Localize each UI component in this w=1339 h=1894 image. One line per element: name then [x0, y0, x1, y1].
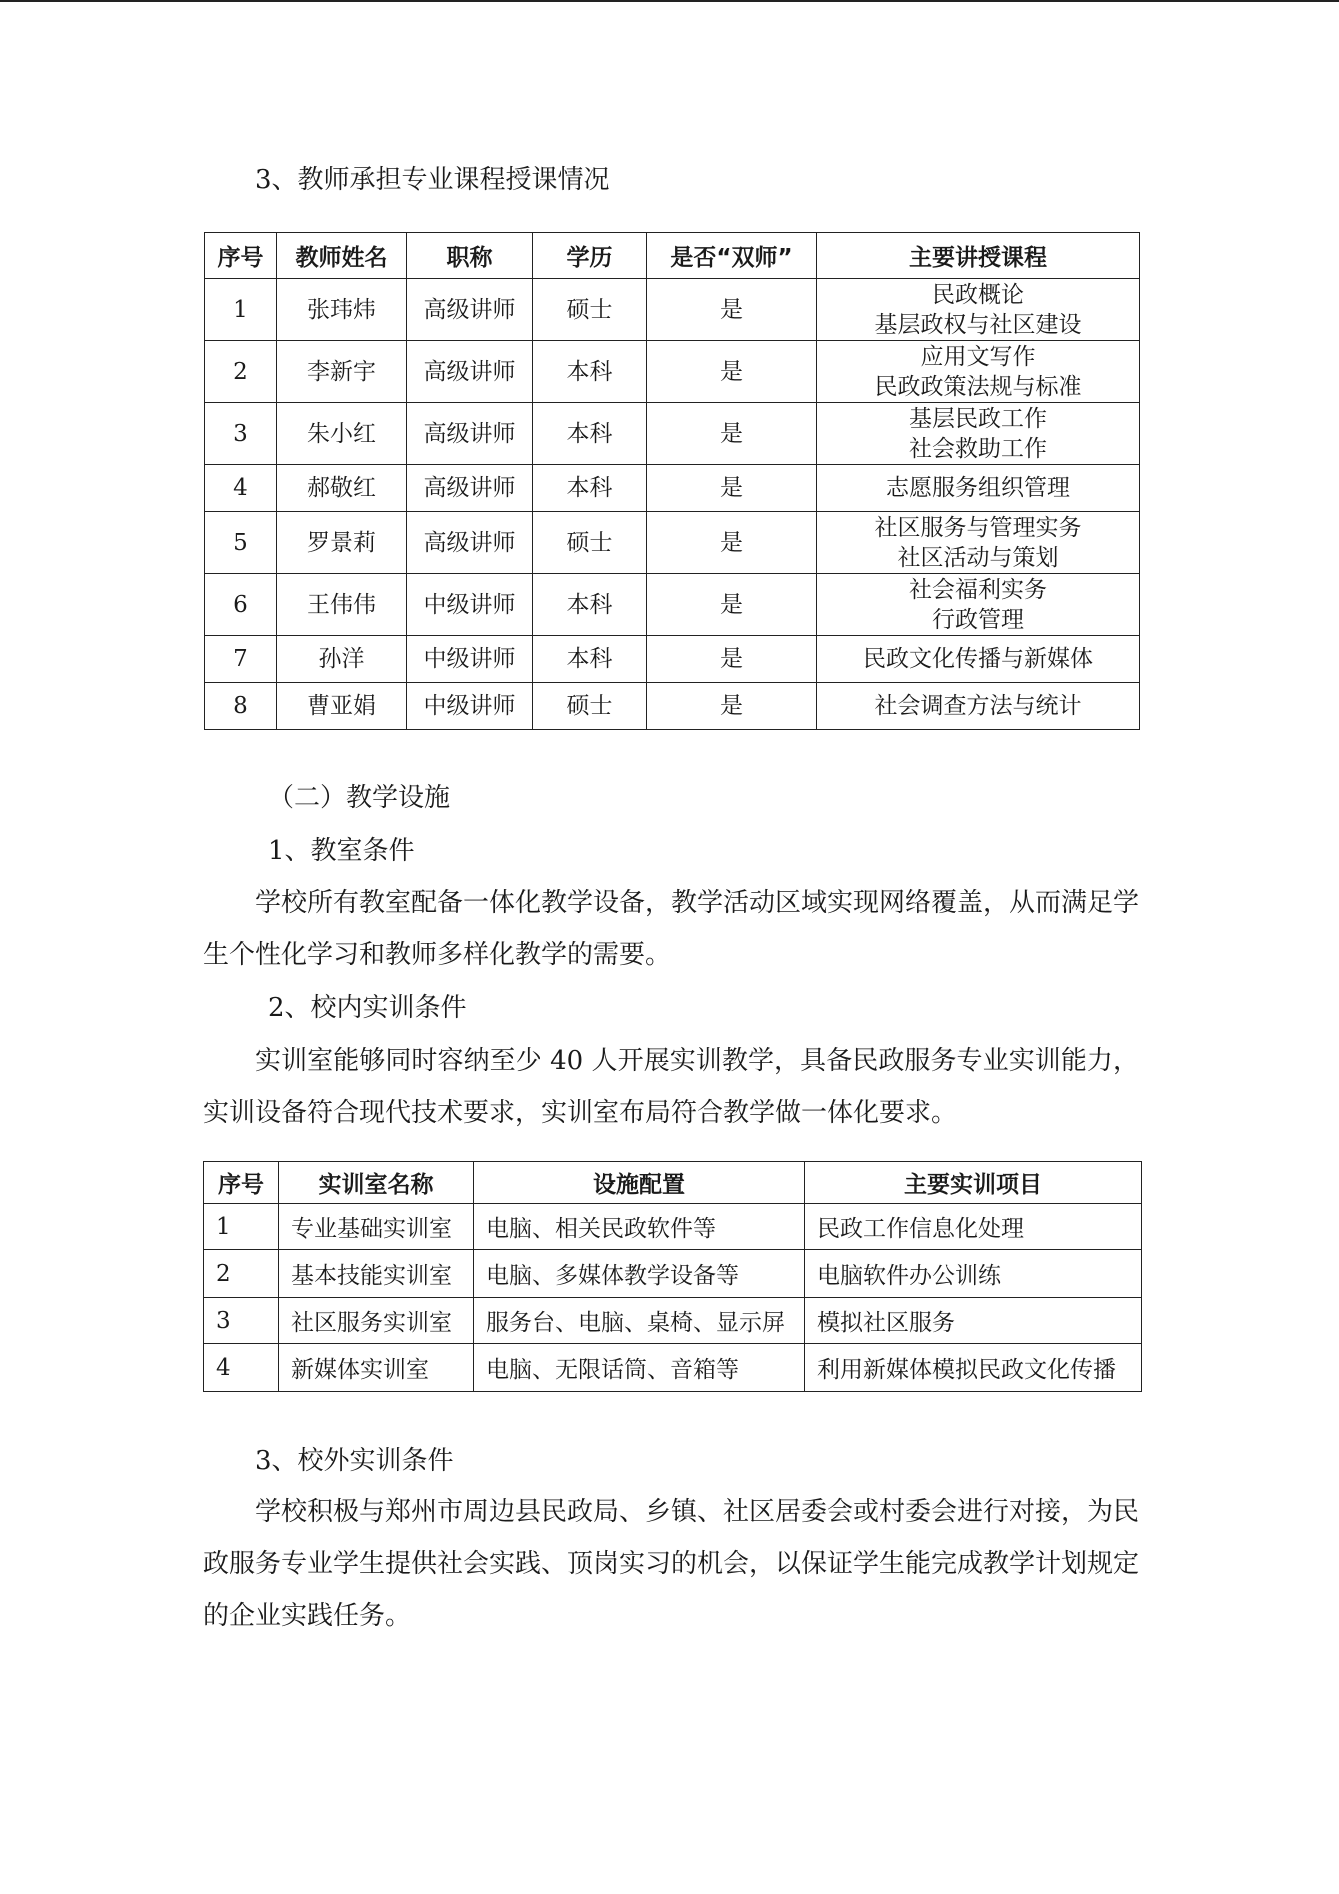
table-row	[204, 1298, 1142, 1344]
cell-name: 孙洋	[277, 636, 407, 683]
teachers-table	[204, 232, 1140, 730]
cell-no: 7	[205, 636, 277, 683]
cell-degree: 本科	[533, 341, 647, 403]
col-header-equipment: 设施配置	[474, 1162, 805, 1204]
col-header-title: 职称	[407, 233, 533, 279]
cell-dual: 是	[647, 683, 817, 730]
cell-dual: 是	[647, 512, 817, 574]
cell-degree: 硕士	[533, 683, 647, 730]
subheading-offcampus: 3、校外实训条件	[255, 1446, 454, 1476]
cell-courses	[817, 574, 1140, 636]
course-line: 基层政权与社区建设	[874, 311, 1082, 338]
cell-title: 高级讲师	[407, 465, 533, 512]
course-line: 基层民政工作	[909, 405, 1047, 432]
cell-project: 模拟社区服务	[805, 1298, 1142, 1344]
cell-no: 1	[205, 279, 277, 341]
paragraph-oncampus: 实训室能够同时容纳至少 40 人开展实训教学，具备民政服务专业实训能力，实训设备符合现代技术要求，实训室布局符合教学做一体化要求。	[203, 1046, 1139, 1128]
table-row	[204, 1344, 1142, 1392]
course-line: 民政政策法规与标准	[874, 373, 1082, 400]
labs-table	[203, 1161, 1142, 1392]
col-header-lab-name: 实训室名称	[279, 1162, 474, 1204]
cell-degree: 本科	[533, 636, 647, 683]
section-heading-facilities: （二）教学设施	[268, 783, 451, 813]
course-line: 社会救助工作	[909, 435, 1047, 462]
cell-courses	[817, 403, 1140, 465]
course-line: 志愿服务组织管理	[886, 475, 1070, 501]
cell-dual: 是	[647, 465, 817, 512]
subheading-classroom: 1、教室条件	[268, 836, 415, 866]
cell-degree: 本科	[533, 403, 647, 465]
cell-project: 电脑软件办公训练	[805, 1250, 1142, 1298]
course-line: 社会调查方法与统计	[874, 693, 1082, 719]
cell-title: 高级讲师	[407, 403, 533, 465]
course-line: 社区活动与策划	[897, 544, 1059, 571]
table-row	[205, 279, 1140, 341]
section-heading-teachers: 3、教师承担专业课程授课情况	[255, 165, 610, 195]
cell-no: 1	[204, 1204, 279, 1250]
table-row	[205, 341, 1140, 403]
cell-name: 李新宇	[277, 341, 407, 403]
course-line: 社区服务与管理实务	[874, 514, 1082, 541]
cell-courses	[817, 683, 1140, 730]
cell-lab-name: 社区服务实训室	[279, 1298, 474, 1344]
table-row	[205, 465, 1140, 512]
cell-courses	[817, 279, 1140, 341]
cell-dual: 是	[647, 341, 817, 403]
col-header-dual: 是否“双师”	[647, 233, 817, 279]
table-row	[205, 636, 1140, 683]
cell-courses	[817, 636, 1140, 683]
cell-title: 高级讲师	[407, 279, 533, 341]
course-line: 民政文化传播与新媒体	[863, 646, 1093, 672]
col-header-no: 序号	[205, 233, 277, 279]
cell-title: 高级讲师	[407, 512, 533, 574]
cell-lab-name: 基本技能实训室	[279, 1250, 474, 1298]
cell-title: 中级讲师	[407, 636, 533, 683]
paragraph-classroom: 学校所有教室配备一体化教学设备，教学活动区域实现网络覆盖，从而满足学生个性化学习和教师多样化教学的需要。	[203, 888, 1140, 970]
cell-name: 曹亚娟	[277, 683, 407, 730]
cell-dual: 是	[647, 403, 817, 465]
cell-equipment: 电脑、无限话筒、音箱等	[474, 1344, 805, 1392]
col-header-no: 序号	[204, 1162, 279, 1204]
cell-no: 3	[205, 403, 277, 465]
cell-no: 2	[204, 1250, 279, 1298]
cell-equipment: 服务台、电脑、桌椅、显示屏	[474, 1298, 805, 1344]
paragraph-offcampus: 学校积极与郑州市周边县民政局、乡镇、社区居委会或村委会进行对接，为民政服务专业学生提供社会实践、顶岗实习的机会，以保证学生能完成教学计划规定的企业实践任务。	[203, 1497, 1140, 1631]
cell-name: 郝敬红	[277, 465, 407, 512]
cell-lab-name: 新媒体实训室	[279, 1344, 474, 1392]
cell-project: 利用新媒体模拟民政文化传播	[805, 1344, 1142, 1392]
cell-no: 2	[205, 341, 277, 403]
cell-project: 民政工作信息化处理	[805, 1204, 1142, 1250]
cell-degree: 硕士	[533, 279, 647, 341]
cell-dual: 是	[647, 279, 817, 341]
cell-no: 8	[205, 683, 277, 730]
table-row	[204, 1250, 1142, 1298]
cell-equipment: 电脑、相关民政软件等	[474, 1204, 805, 1250]
cell-dual: 是	[647, 636, 817, 683]
cell-courses	[817, 465, 1140, 512]
course-line: 应用文写作	[920, 343, 1036, 370]
cell-title: 中级讲师	[407, 683, 533, 730]
col-header-degree: 学历	[533, 233, 647, 279]
cell-name: 张玮炜	[277, 279, 407, 341]
teachers-table-header	[205, 233, 1140, 279]
cell-no: 4	[204, 1344, 279, 1392]
cell-degree: 本科	[533, 574, 647, 636]
cell-name: 王伟伟	[277, 574, 407, 636]
cell-degree: 硕士	[533, 512, 647, 574]
cell-dual: 是	[647, 574, 817, 636]
subheading-oncampus: 2、校内实训条件	[268, 993, 467, 1023]
course-line: 民政概论	[932, 281, 1024, 308]
cell-courses	[817, 512, 1140, 574]
labs-table-header	[204, 1162, 1142, 1204]
table-row	[205, 403, 1140, 465]
cell-courses	[817, 341, 1140, 403]
table-row	[204, 1204, 1142, 1250]
cell-no: 5	[205, 512, 277, 574]
col-header-name: 教师姓名	[277, 233, 407, 279]
cell-name: 朱小红	[277, 403, 407, 465]
cell-title: 高级讲师	[407, 341, 533, 403]
course-line: 社会福利实务	[909, 576, 1047, 603]
cell-equipment: 电脑、多媒体教学设备等	[474, 1250, 805, 1298]
table-row	[205, 574, 1140, 636]
cell-no: 6	[205, 574, 277, 636]
cell-lab-name: 专业基础实训室	[279, 1204, 474, 1250]
cell-title: 中级讲师	[407, 574, 533, 636]
table-row	[205, 512, 1140, 574]
col-header-courses: 主要讲授课程	[817, 233, 1140, 279]
cell-degree: 本科	[533, 465, 647, 512]
table-row	[205, 683, 1140, 730]
cell-name: 罗景莉	[277, 512, 407, 574]
cell-no: 4	[205, 465, 277, 512]
cell-no: 3	[204, 1298, 279, 1344]
col-header-project: 主要实训项目	[805, 1162, 1142, 1204]
course-line: 行政管理	[932, 606, 1024, 633]
